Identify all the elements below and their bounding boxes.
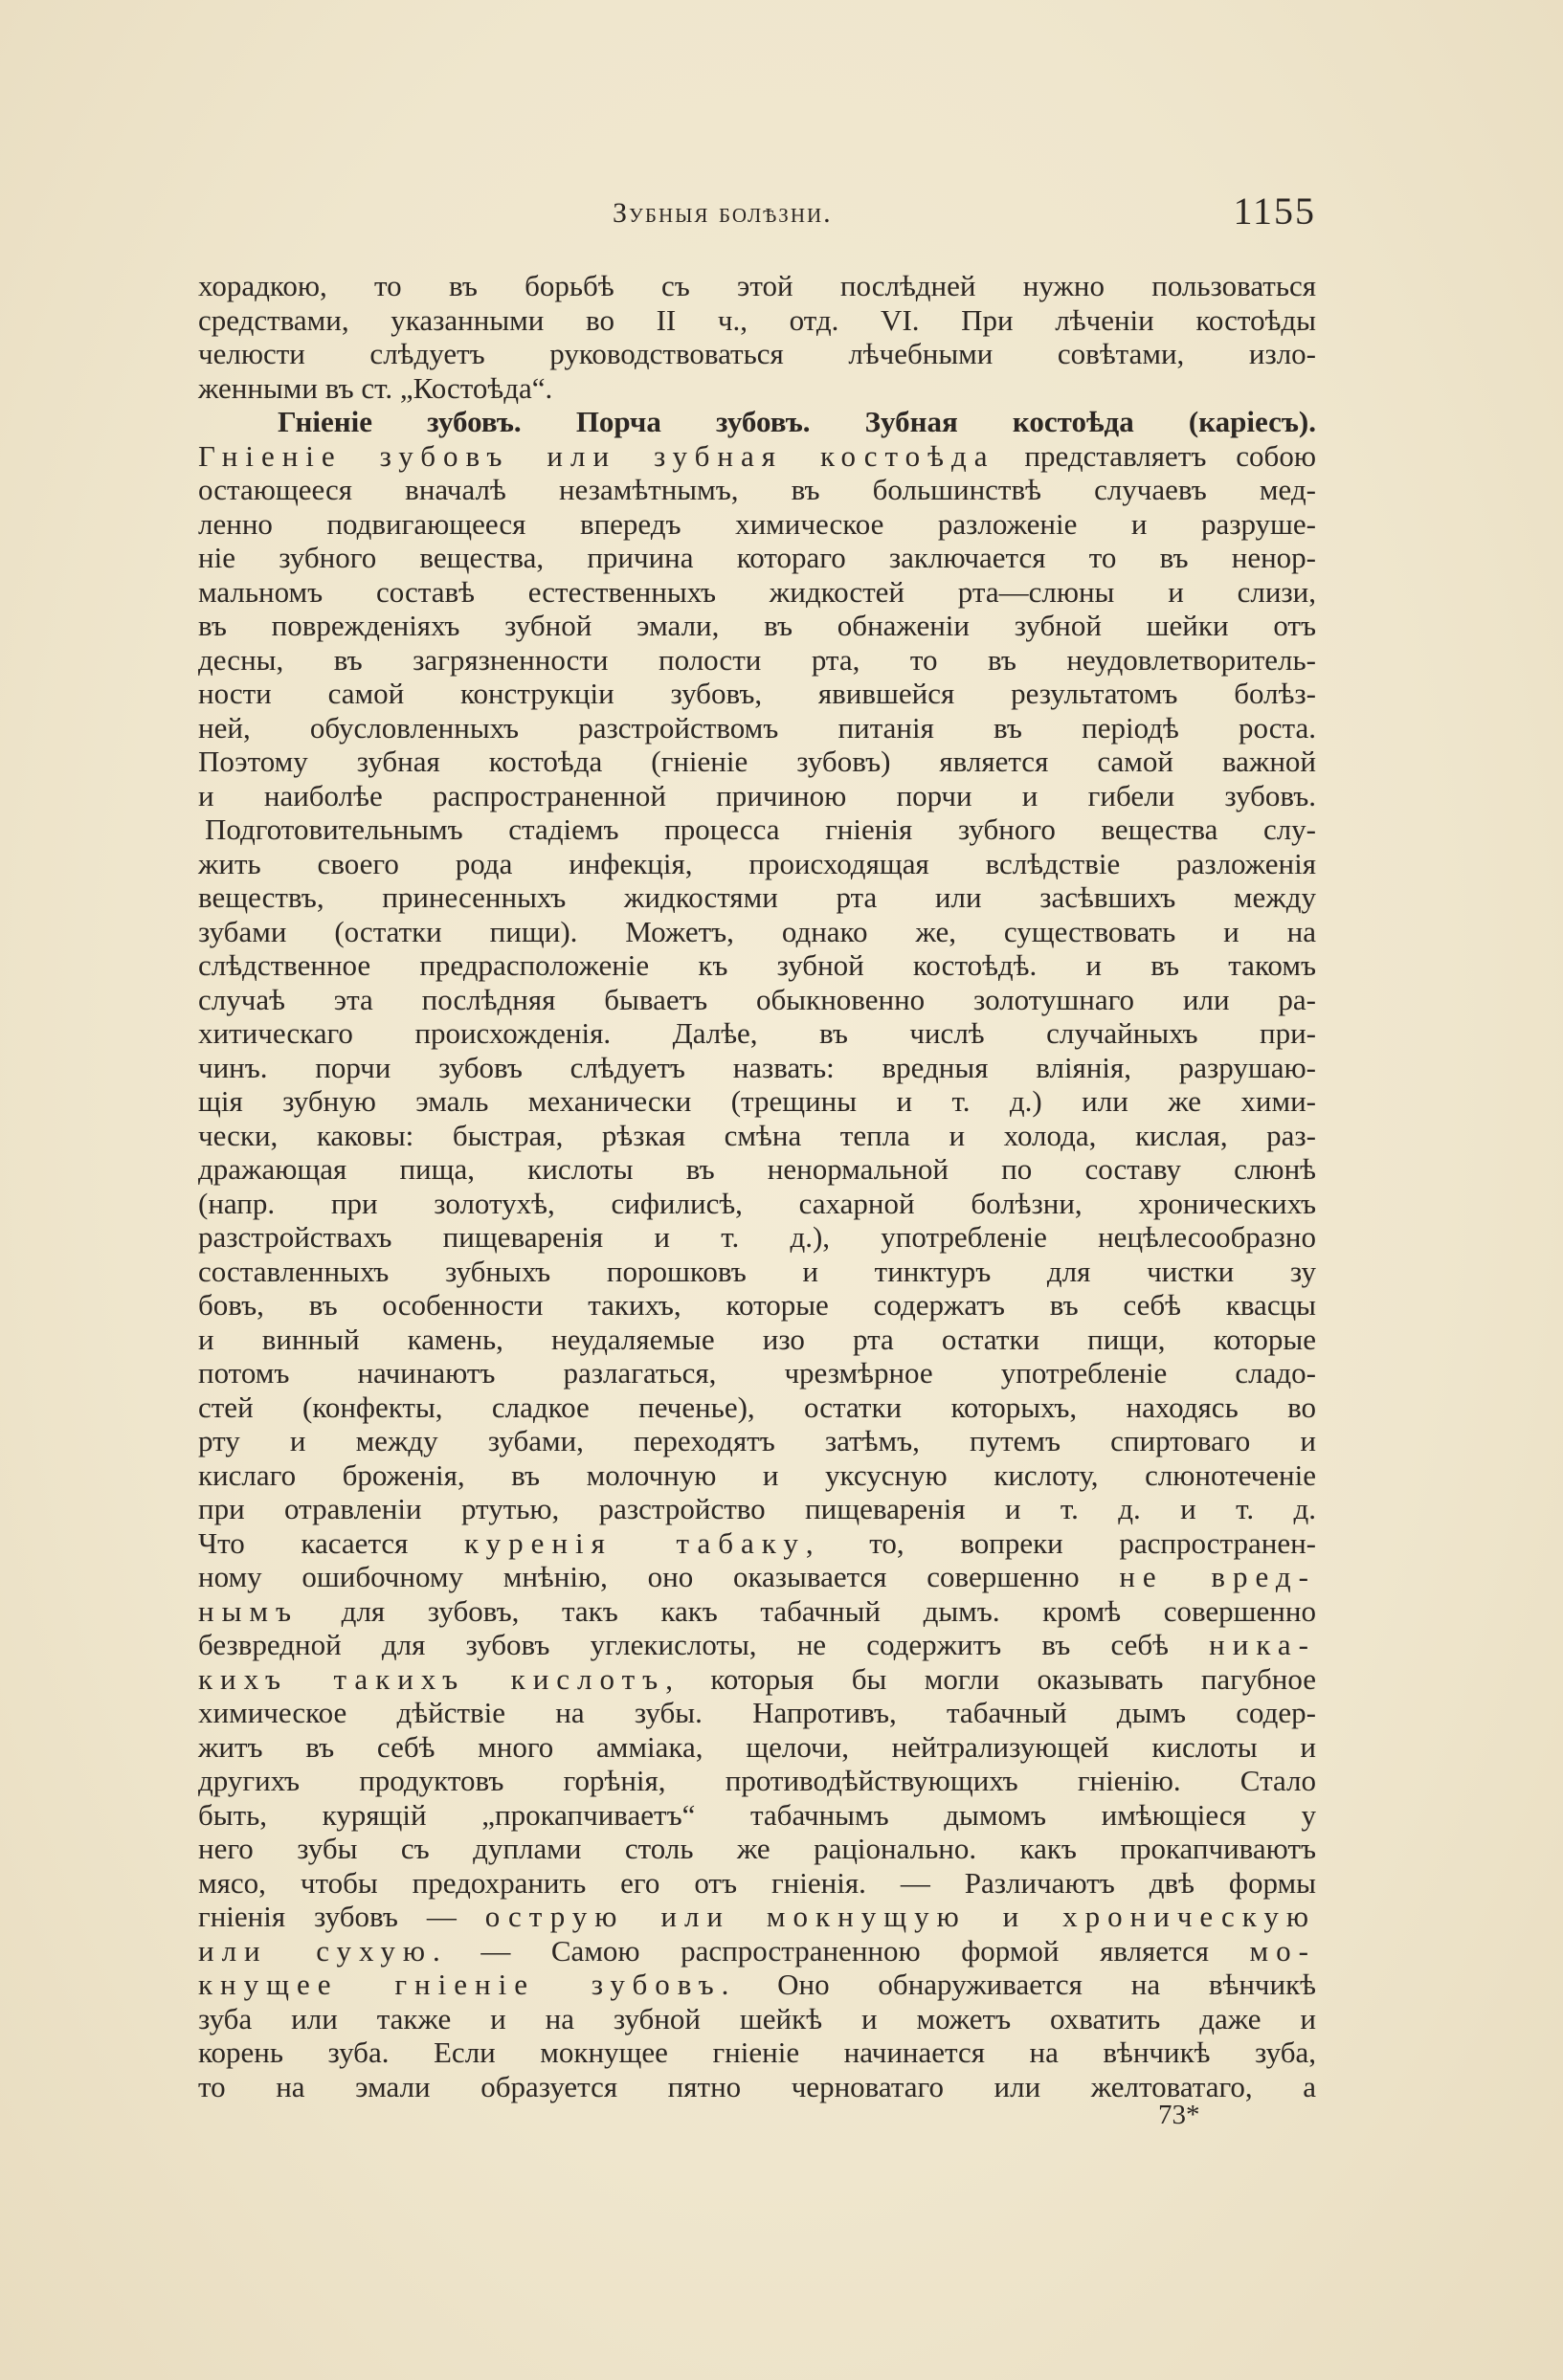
spaced-text: острую или мокнущую и хроническую (484, 1900, 1316, 1933)
text-line (198, 983, 1316, 1017)
text-line (198, 779, 1316, 813)
line-text: зубами (остатки пищи). Можетъ, однако же, существовать и на (198, 914, 1316, 948)
text-line (198, 269, 1316, 303)
text-line (198, 1051, 1316, 1085)
line-text: ности самой конструкціи зубовъ, явившейся результатомъ болѣз- (198, 677, 1316, 710)
line-text: . Оно обнаруживается на вѣнчикѣ (721, 1968, 1316, 2001)
text-line (198, 677, 1316, 711)
line-text: ней, обусловленныхъ разстройствомъ питанія въ періодѣ роста. (198, 710, 1316, 745)
text-line (198, 1900, 1316, 1934)
line-text: дражающая пища, кислоты въ ненормальной по составу слюнѣ (198, 1152, 1316, 1186)
line-text: щія зубную эмаль механически (трещины и т. д.) или же хими- (198, 1084, 1316, 1118)
line-text: ніе зубного вещества, причина котораго заключается то въ ненор- (198, 541, 1316, 574)
text-line (198, 1628, 1316, 1662)
spaced-text: или сухую (198, 1933, 434, 1968)
text-line (198, 1968, 1316, 2002)
line-text: случаѣ эта послѣдняя бываетъ обыкновенно золотушнаго или ра- (198, 982, 1316, 1016)
text-line (198, 1696, 1316, 1730)
text-line (198, 1730, 1316, 1765)
text-line (198, 1187, 1316, 1221)
line-text: слѣдственное предрасположеніе къ зубной костоѣдѣ. и въ такомъ (198, 948, 1316, 982)
text-line (198, 1323, 1316, 1357)
spaced-text: кихъ такихъ кислотъ (198, 1661, 666, 1696)
text-line (198, 439, 1316, 474)
text-line (198, 1934, 1316, 1969)
line-text: чинъ. порчи зубовъ слѣдуетъ назвать: вредныя вліянія, разрушаю- (198, 1050, 1316, 1084)
text-line (198, 1084, 1316, 1119)
text-line (198, 1288, 1316, 1323)
text-line (198, 1016, 1316, 1051)
text-line (198, 643, 1316, 678)
line-text: чески, каковы: быстрая, рѣзкая смѣна тепла и холода, кислая, раз- (198, 1118, 1316, 1152)
line-text: Подготовительнымъ стадіемъ процесса гніенія зубного вещества слу- (205, 812, 1316, 846)
line-text: быть, курящій „прокапчиваетъ“ табачнымъ дымомъ имѣющіеся у (198, 1797, 1316, 1832)
line-text: ному ошибочному мнѣнію, оно оказывается совершенно (198, 1560, 1120, 1593)
line-text: потомъ начинаютъ разлагаться, чрезмѣрное употребленіе сладо- (198, 1356, 1316, 1390)
text-line (198, 1560, 1316, 1594)
text-line (198, 1492, 1316, 1526)
line-text: химическое дѣйствіе на зубы. Напротивъ, табачный дымъ содер- (198, 1696, 1316, 1729)
line-text: него зубы съ дуплами столь же раціонально. какъ прокапчиваютъ (198, 1832, 1316, 1865)
text-line (198, 575, 1316, 610)
line-text: жить своего рода инфекція, происходящая вслѣдствіе разложенія (198, 846, 1316, 880)
text-line (198, 1390, 1316, 1425)
text-line (198, 745, 1316, 779)
line-text: , то, вопреки распространен- (805, 1525, 1316, 1560)
line-text: веществъ, принесенныхъ жидкостями рта или засѣвшихъ между (198, 880, 1316, 914)
text-line (198, 1152, 1316, 1187)
text-line (198, 1798, 1316, 1833)
line-text: ленно подвигающееся впередъ химическое разложеніе и разруше- (198, 506, 1316, 541)
text-line (198, 847, 1316, 881)
line-text: и наиболѣе распространенной причиною порчи и гибели зубовъ. (198, 778, 1316, 812)
text-line (198, 1526, 1316, 1561)
text-line (198, 1866, 1316, 1901)
text-line (198, 1119, 1316, 1153)
line-text: то на эмали образуется пятно черноватаго или желтоватаго, а (198, 2069, 1316, 2103)
text-line (198, 1220, 1316, 1255)
text-line (198, 915, 1316, 949)
text-line (198, 1356, 1316, 1390)
text-line (198, 609, 1316, 643)
text-line (198, 1594, 1316, 1629)
spaced-text: мо- (1249, 1933, 1316, 1968)
line-text: хорадкою, то въ борьбѣ съ этой послѣдней нужно пользоваться (198, 269, 1316, 302)
line-text: бовъ, въ особенности такихъ, которые содержатъ въ себѣ квасцы (198, 1288, 1316, 1322)
text-line (198, 1662, 1316, 1697)
text-line (198, 880, 1316, 915)
line-text: кислаго броженія, въ молочную и уксусную кислоту, слюнотеченіе (198, 1457, 1316, 1492)
text-line (198, 337, 1316, 371)
spaced-text: не вред- (1119, 1560, 1316, 1593)
text-line (198, 541, 1316, 575)
line-text: и винный камень, неудаляемые изо рта остатки пищи, которые (198, 1322, 1316, 1356)
line-text: Что касается (198, 1525, 465, 1560)
section-heading: Гніеніе зубовъ. Порча зубовъ. Зубная костоѣда (каріесъ). (278, 405, 1316, 438)
line-text: мальномъ составѣ естественныхъ жидкостей рта—слюны и слизи, (198, 574, 1316, 609)
line-text: житъ въ себѣ много амміака, щелочи, нейтрализующей кислоты и (198, 1729, 1316, 1764)
spaced-text: ника- (1209, 1628, 1316, 1661)
text-line (198, 405, 1316, 439)
text-line (198, 1424, 1316, 1458)
spaced-text: нымъ (198, 1593, 300, 1628)
line-text: (напр. при золотухѣ, сифилисѣ, сахарной болѣзни, хроническихъ (198, 1186, 1316, 1220)
text-line (198, 1764, 1316, 1798)
text-line (198, 473, 1316, 507)
line-text: при отравленіи ртутью, разстройство пищеваренія и т. д. и т. д. (198, 1492, 1316, 1525)
running-title: Зубныя болѣзни. (613, 197, 833, 229)
line-text: разстройствахъ пищеваренія и т. д.), употребленіе нецѣлесообразно (198, 1220, 1316, 1254)
line-text: гніенія зубовъ — (198, 1900, 485, 1933)
spaced-text: кнущее гніеніе зубовъ (198, 1968, 722, 2001)
page-number: 1155 (1233, 189, 1316, 233)
line-text: корень зуба. Если мокнущее гніеніе начинается на вѣнчикѣ зуба, (198, 2035, 1316, 2069)
text-line (198, 812, 1316, 847)
text-line (198, 2002, 1316, 2036)
line-text: челюсти слѣдуетъ руководствоваться лѣчебными совѣтами, изло- (198, 337, 1316, 370)
line-text: рту и между зубами, переходятъ затѣмъ, путемъ спиртоваго и (198, 1424, 1316, 1457)
text-line (198, 303, 1316, 338)
line-text: Поэтому зубная костоѣда (гніеніе зубовъ) является самой важной (198, 745, 1316, 778)
line-text: женными въ ст. „Костоѣда“. (198, 370, 553, 405)
text-line (198, 2035, 1316, 2070)
line-text: въ поврежденіяхъ зубной эмали, въ обнаженіи зубной шейки отъ (198, 609, 1316, 642)
line-text: мясо, чтобы предохранить его отъ гніенія. — Различаютъ двѣ формы (198, 1865, 1316, 1900)
line-text: безвредной для зубовъ углекислоты, не содержитъ въ себѣ (198, 1628, 1210, 1661)
line-text: другихъ продуктовъ горѣнія, противодѣйствующихъ гніенію. Стало (198, 1764, 1316, 1797)
body-text (198, 269, 1316, 2103)
line-text: хитическаго происхожденія. Далѣе, въ числѣ случайныхъ при- (198, 1016, 1316, 1050)
text-line (198, 948, 1316, 983)
line-text: составленныхъ зубныхъ порошковъ и тинктуръ для чистки зу (198, 1254, 1316, 1288)
line-text: остающееся вначалѣ незамѣтнымъ, въ большинствѣ случаевъ мед- (198, 473, 1316, 506)
line-text: стей (конфекты, сладкое печенье), остатки которыхъ, находясь во (198, 1390, 1316, 1424)
line-text: зуба или также и на зубной шейкѣ и можетъ охватить даже и (198, 2001, 1316, 2035)
line-text: , которыя бы могли оказывать пагубное (665, 1661, 1316, 1696)
text-line (198, 1458, 1316, 1493)
text-line (198, 711, 1316, 745)
text-line (198, 2070, 1316, 2104)
line-text: представляетъ собою (994, 438, 1316, 473)
signature-mark: 73* (1158, 2100, 1200, 2130)
line-text: средствами, указанными во II ч., отд. VI. При лѣченіи костоѣды (198, 302, 1316, 337)
line-text: для зубовъ, такъ какъ табачный дымъ. кромѣ совершенно (299, 1593, 1316, 1628)
text-line (198, 1255, 1316, 1289)
text-line (198, 371, 1316, 406)
text-line (198, 1832, 1316, 1866)
spaced-text: куренія табаку (464, 1525, 806, 1560)
spaced-text: Гніеніе зубовъ или зубная костоѣда (198, 438, 995, 473)
line-text: . — Самою распространенною формой является (433, 1933, 1250, 1968)
line-text: десны, въ загрязненности полости рта, то въ неудовлетворитель- (198, 642, 1316, 677)
text-line (198, 507, 1316, 542)
